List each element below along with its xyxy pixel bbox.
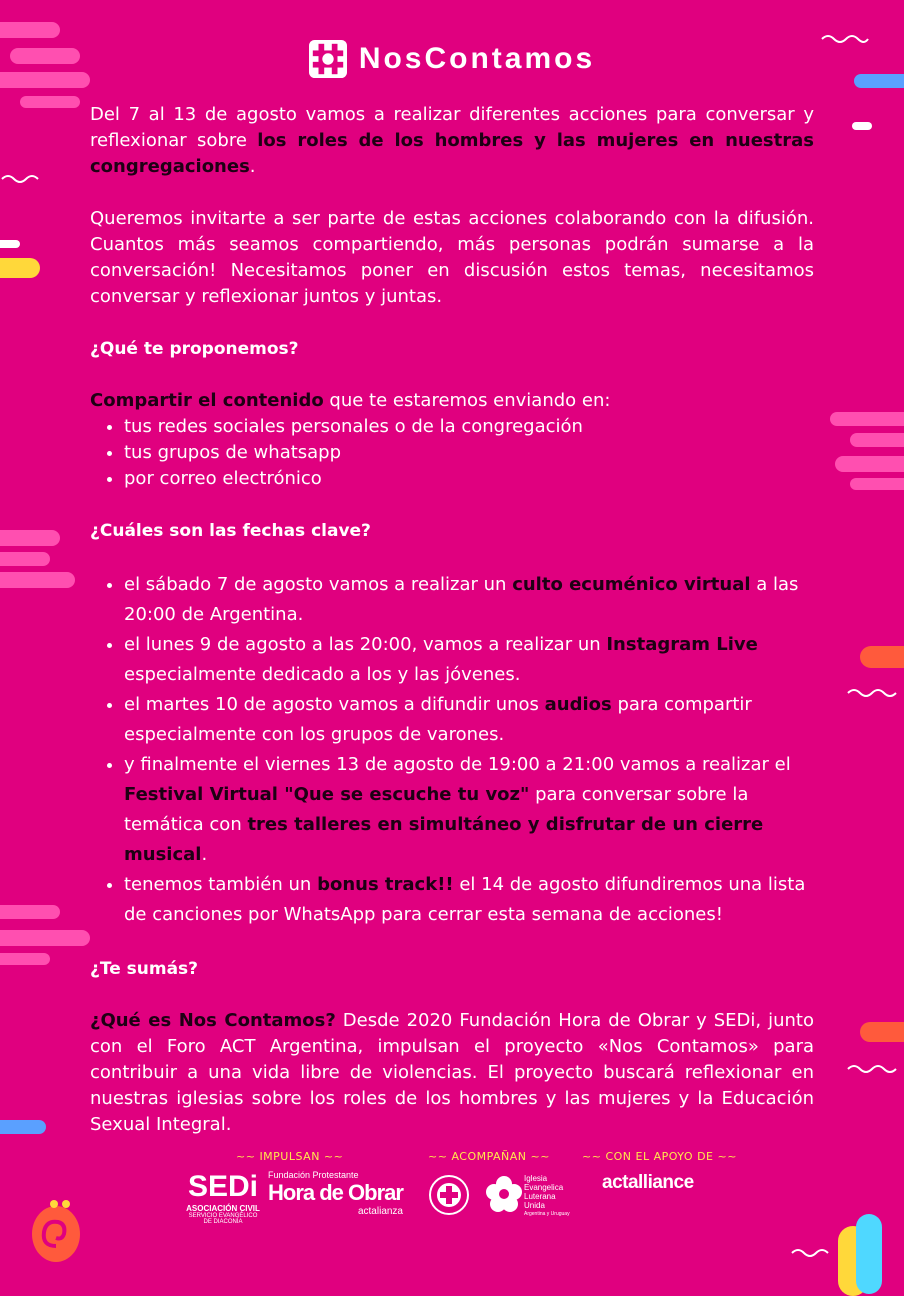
proposal-title: ¿Qué te proponemos? — [90, 339, 299, 359]
logo-text: DE DIACONÍA — [203, 1219, 243, 1225]
about-paragraph — [90, 1008, 814, 1138]
decor-stripe — [0, 953, 50, 965]
decor-stripe — [852, 122, 872, 130]
text: tenemos también un — [124, 874, 318, 895]
decor-stripe — [835, 456, 904, 472]
text: el martes 10 de agosto vamos a difundir unos — [124, 694, 545, 715]
text: . — [249, 156, 256, 177]
logo-name: Hora de Obrar — [268, 1180, 403, 1205]
dates-list — [90, 570, 814, 930]
text: para compartir especialmente con los grupos de varones. — [124, 694, 752, 745]
dates-title: ¿Cuáles son las fechas clave? — [90, 521, 371, 541]
highlight-text: audios — [544, 694, 612, 715]
logo-text: Fundación Protestante — [268, 1170, 359, 1180]
decor-wave — [846, 1062, 904, 1076]
logo-text: ASOCIACIÓN CIVIL — [186, 1204, 260, 1213]
actalliance-logo: actalliance — [602, 1172, 694, 1193]
list-item: • por correo electrónico — [124, 466, 814, 492]
hashtag-title — [309, 40, 595, 78]
hora-de-obrar-logo — [268, 1170, 413, 1217]
text: especialmente dedicado a los y las jóvenes. — [124, 664, 521, 685]
list-item — [124, 690, 814, 750]
logo-text: Luterana — [524, 1192, 556, 1201]
flower-logo-icon — [484, 1174, 524, 1214]
text: IMPULSAN — [259, 1150, 320, 1163]
acompanan-label: ~~ ACOMPAÑAN ~~ — [428, 1150, 550, 1163]
decor-stripe — [856, 1214, 882, 1294]
logo-text: SERVICIO EVANGÉLICO — [188, 1213, 258, 1219]
proposal-list — [90, 414, 814, 492]
text: que te estaremos enviando en: — [323, 390, 611, 411]
text: el lunes 9 de agosto a las 20:00, vamos a realizar un — [124, 634, 607, 655]
decor-stripe — [0, 1120, 46, 1134]
decor-stripe — [0, 552, 50, 566]
decor-stripe — [20, 96, 80, 108]
decor-stripe — [0, 22, 60, 38]
logo-text: Argentina y Uruguay — [524, 1211, 570, 1217]
text: el 14 de agosto difundiremos una lista de canciones por WhatsApp para cerrar esta semana de acciones! — [124, 874, 806, 925]
highlight-text: Compartir el contenido — [90, 390, 324, 411]
list-item — [124, 750, 814, 870]
page-header — [0, 40, 904, 82]
list-item: • tus redes sociales personales o de la congregación — [124, 414, 814, 440]
highlight-text: Instagram Live — [606, 634, 758, 655]
proposal-lead — [90, 388, 814, 414]
hashtag-icon — [309, 40, 347, 78]
highlight-text: culto ecuménico virtual — [512, 574, 751, 595]
snail-icon — [30, 1194, 86, 1264]
impulsan-label: ~~ IMPULSAN ~~ — [236, 1150, 344, 1163]
logo-name: SEDi — [187, 1170, 259, 1203]
sedi-logo — [178, 1172, 268, 1225]
decor-stripe — [850, 478, 904, 490]
text: ACOMPAÑAN — [451, 1150, 527, 1163]
logo-text: Evangelica — [524, 1183, 564, 1192]
list-item — [124, 630, 814, 690]
text: . — [201, 844, 208, 865]
text: y finalmente el viernes 13 de agosto de 19:00 a 21:00 vamos a realizar el — [124, 754, 791, 775]
decor-stripe — [830, 412, 904, 426]
highlight-text: ¿Qué es Nos Contamos? — [90, 1010, 336, 1031]
logo-text: Unida — [524, 1201, 545, 1210]
text: para conversar sobre la temática con — [124, 784, 749, 835]
highlight-text: tres talleres en simultáneo y disfrutar de un cierre musical — [124, 814, 764, 865]
text: el sábado 7 de agosto vamos a realizar un — [124, 574, 513, 595]
intro-paragraph-1 — [90, 102, 814, 180]
text: Desde 2020 Fundación Hora de Obrar y SEDi, junto con el Foro ACT Argentina, impulsan el proyecto «Nos Contamos» para contribuir a una vida libre de violencias. El proyecto buscará reflexionar en nuestras iglesias sobre los roles de los hombres y las mujeres y la Educación Sexual Integral. — [90, 1010, 814, 1135]
highlight-text: bonus track!! — [317, 874, 454, 895]
list-item — [124, 570, 814, 630]
list-item: • tus grupos de whatsapp — [124, 440, 814, 466]
highlight-text: Festival Virtual "Que se escuche tu voz" — [124, 784, 530, 805]
decor-stripe — [0, 258, 40, 278]
apoyo-label: ~~ CON EL APOYO DE ~~ — [582, 1150, 737, 1163]
iglesia-logo-text — [524, 1174, 570, 1219]
decor-wave — [790, 1246, 832, 1260]
decor-stripe — [0, 240, 20, 248]
logo-text: Iglesia — [524, 1174, 548, 1183]
text: a las 20:00 de Argentina. — [124, 574, 799, 625]
decor-stripe — [860, 1022, 904, 1042]
decor-wave — [846, 686, 904, 700]
intro-paragraph-2: Queremos invitarte a ser parte de estas acciones colaborando con la difusión. Cuantos más seamos compartiendo, más personas podrán sumarse a la conversación! Necesitamos poner en discusión estos temas, necesitamos conversar y reflexionar juntos y juntas. — [90, 208, 814, 307]
highlight-text: los roles de los hombres y las mujeres en nuestras congregaciones — [90, 130, 814, 177]
decor-stripe — [0, 930, 90, 946]
join-title: ¿Te sumás? — [90, 959, 199, 979]
logo-text: actalianza — [357, 1206, 403, 1217]
decor-stripe — [0, 530, 60, 546]
decor-wave — [0, 172, 44, 186]
text: CON EL APOYO DE — [605, 1150, 714, 1163]
decor-stripe — [860, 646, 904, 668]
church-seal-icon — [428, 1174, 470, 1216]
page-title: NosContamos — [358, 42, 596, 75]
main-content — [90, 102, 814, 1138]
text: Del 7 al 13 de agosto vamos a realizar diferentes acciones para conversar y reflexionar sobre — [90, 104, 814, 151]
decor-stripe — [850, 433, 904, 447]
decor-stripe — [0, 905, 60, 919]
decor-stripe — [0, 572, 75, 588]
list-item — [124, 870, 814, 930]
